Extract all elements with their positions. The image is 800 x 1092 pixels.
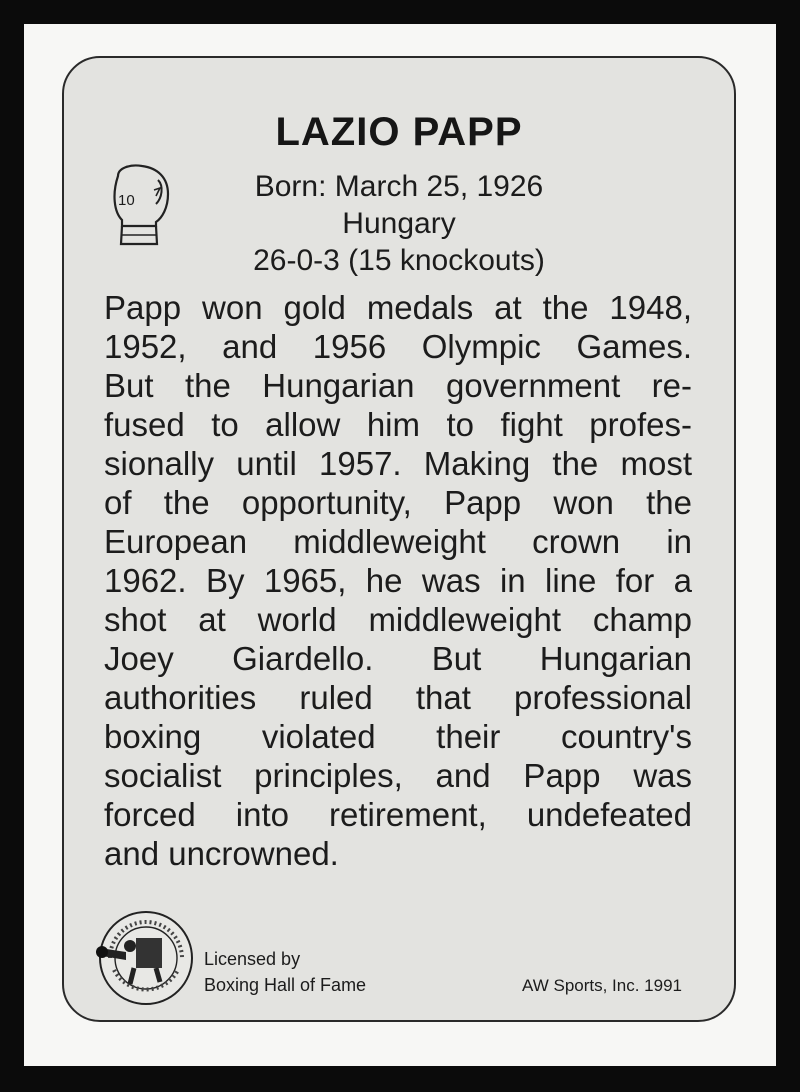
bio-line: socialist principles, and Papp was (104, 757, 692, 794)
bio-line: Papp won gold medals at the 1948, (104, 289, 692, 326)
bio-line: 1952, and 1956 Olympic Games. (104, 328, 692, 365)
copyright-notice: AW Sports, Inc. 1991 (522, 976, 682, 995)
bio-line: boxing violated their country's (104, 718, 692, 755)
boxer-info (64, 168, 734, 279)
birth-date: Born: March 25, 1926 (254, 170, 544, 203)
bio-line: 1962. By 1965, he was in line for a (104, 562, 692, 599)
card-panel (62, 56, 736, 1022)
biography-text (104, 288, 692, 873)
bio-line: forced into retirement, undefeated (104, 796, 692, 833)
bio-line: and uncrowned. (104, 835, 339, 872)
hall-of-fame-seal-icon (96, 908, 196, 1008)
bio-line: But the Hungarian government re- (104, 367, 692, 404)
country: Hungary (342, 207, 456, 240)
bio-line: Joey Giardello. But Hungarian (104, 640, 692, 677)
bio-line: European middleweight crown in (104, 523, 692, 560)
license-line-2: Boxing Hall of Fame (204, 975, 367, 995)
card-number: 10 (118, 192, 135, 209)
bio-line: shot at world middleweight champ (104, 601, 692, 638)
bio-line: of the opportunity, Papp won the (104, 484, 692, 521)
boxer-name: LAZIO PAPP (275, 110, 523, 154)
trading-card-back (24, 24, 776, 1066)
fight-record: 26-0-3 (15 knockouts) (253, 244, 545, 277)
license-notice (204, 946, 366, 998)
bio-line: sionally until 1957. Making the most (104, 445, 692, 482)
bio-line: fused to allow him to fight profes- (104, 406, 692, 443)
license-line-1: Licensed by (204, 949, 301, 969)
bio-line: authorities ruled that professional (104, 679, 692, 716)
